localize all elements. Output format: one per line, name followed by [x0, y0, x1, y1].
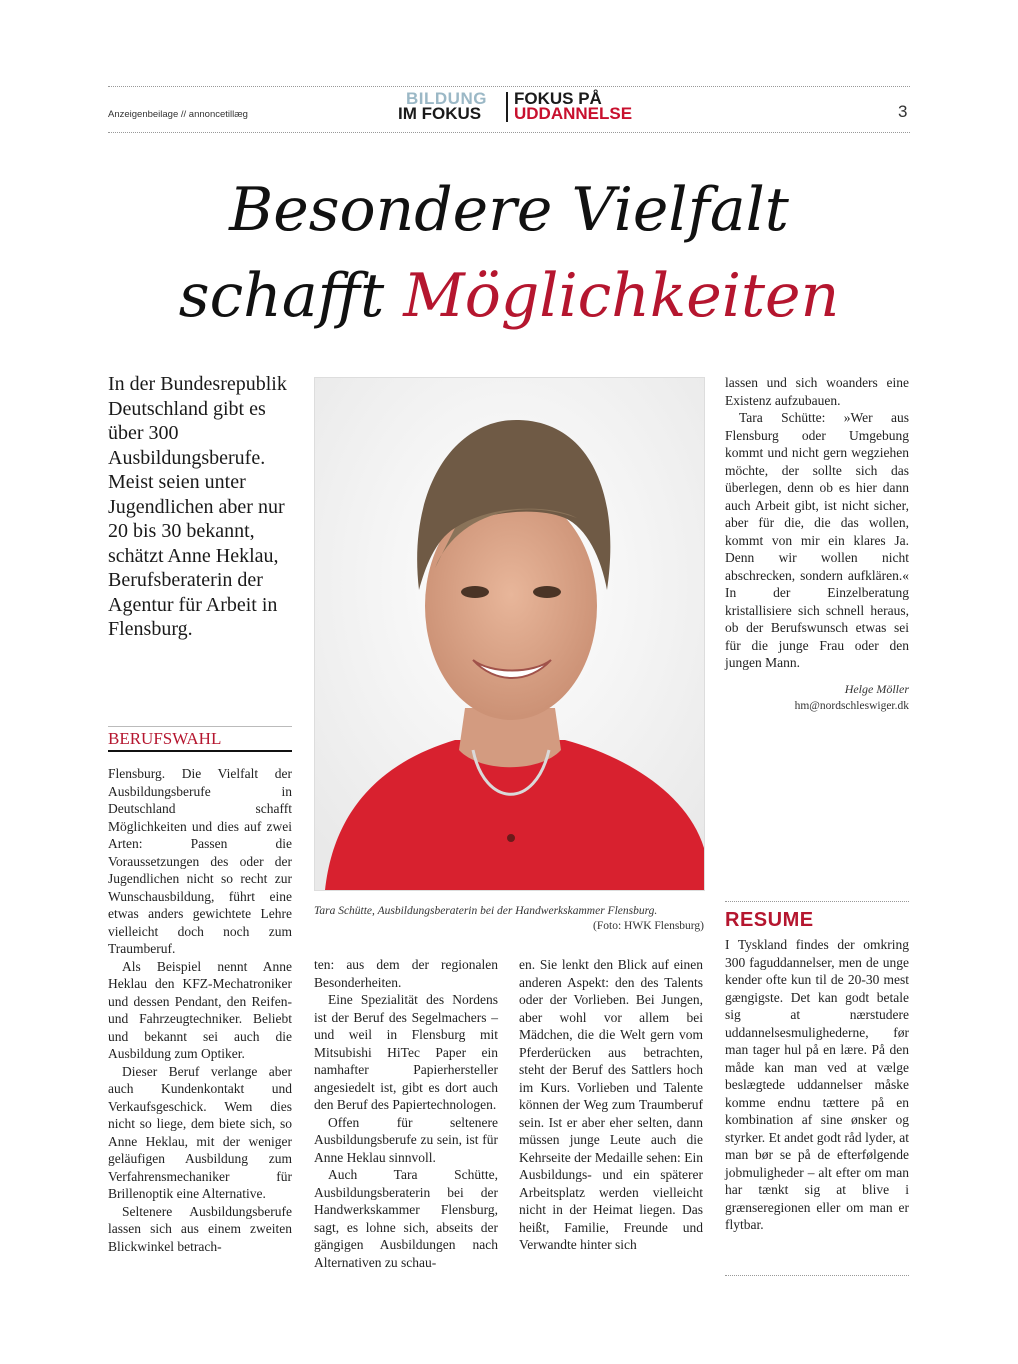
photo-caption: [314, 904, 704, 932]
headline-line-2-red: Möglichkeiten: [403, 261, 840, 331]
portrait-illustration: [315, 378, 704, 890]
caption-text: Tara Schütte, Ausbildungsberaterin bei der Handwerkskammer Flensburg.: [314, 905, 658, 917]
lead-paragraph: In der Bundesrepublik Deutschland gibt es über 300 Ausbildungsberufe. Meist seien unter Jugendlichen aber nur 20 bis 30 bekannt, schätzt Anne Heklau, Berufsberaterin der Agentur für Arbeit in Flensburg.: [108, 373, 287, 640]
paragraph: Dieser Beruf verlange aber auch Kundenkontakt und Verkaufsgeschick. Wem dies nicht so liege, dem biete sich, so Anne Heklau, mit der weniger geläufigen Ausbildung zum Verfahrensmechaniker für Brillenoptik eine Alternative.: [108, 1063, 292, 1201]
headline-line-2-black: schafft: [178, 261, 404, 331]
article-column-1: [108, 765, 292, 1255]
article-column-3: [519, 956, 703, 1254]
resume-bottom-rule: [725, 1275, 909, 1276]
resume-text: I Tyskland findes der omkring 300 faguddannelser, men de unge kender ofte kun til de 20-30 mest gængigste. Det kan godt betale sig at nærstudere uddannelsesmulighederne, før man tager hul på en lære. På den måde kan man ved at vælge beslægtede uddannelser måske komme endnu tættere på en kombination af sine ønsker og styrker. Et andet godt råd lyder, at man bør se på de efterfølgende jobmuligheder – alt efter om man har tænkt sig at blive i grænseregionen eller om man er flytbar.: [725, 937, 909, 1232]
top-rule: [108, 86, 910, 87]
paragraph: Tara Schütte: »Wer aus Flensburg oder Umgebung kommt und nicht gern wegziehen möchte, der sollte sich das überlegen, denn ob es hier dann auch Arbeit gibt, ist nicht sicher, aber für die, die das wollen, kommt von mir ein klares Ja. Denn wir wollen nicht abschrecken, sondern aufklären.« In der Einzelberatung kristallisiere sich schnell heraus, ob der Berufswunsch etwas sei für die junge Frau oder den jungen Mann.: [725, 410, 909, 670]
logo-text-fokus-pa: FOKUS PÅ: [514, 89, 602, 108]
headline-line-2: [0, 254, 1018, 338]
section-logo: [398, 90, 668, 124]
page-number: 3: [898, 102, 908, 121]
logo-divider: [506, 92, 508, 122]
article-column-2: [314, 956, 498, 1271]
paragraph: Offen für seltenere Ausbildungsberufe zu sein, ist für Anne Heklau sinnvoll.: [314, 1114, 498, 1165]
rubric-top-rule: [108, 726, 292, 727]
author-email: hm@nordschleswiger.dk: [794, 700, 909, 712]
author-signature: Helge Möller: [844, 682, 909, 696]
rubric-underline: [108, 750, 292, 752]
paragraph: lassen und sich woanders eine Existenz aufzubauen.: [725, 375, 909, 408]
rubric-label: BERUFSWAHL: [108, 729, 222, 748]
article-column-4: [725, 374, 909, 672]
headline-line-1: Besondere Vielfalt: [229, 175, 789, 245]
paragraph: Auch Tara Schütte, Ausbildungsberaterin bei der Handwerkskammer Flensburg, sagt, es lohne sich, abseits der gängigen Ausbildungen nach Alternativen zu schau-: [314, 1167, 498, 1270]
paragraph: Seltenere Ausbildungsberufe lassen sich aus einem zweiten Blickwinkel betrach-: [108, 1203, 292, 1254]
photo-credit: (Foto: HWK Flensburg): [593, 920, 704, 932]
header-rule: [108, 132, 910, 133]
supplement-label: Anzeigenbeilage // annoncetillæg: [108, 109, 248, 120]
resume-top-rule: [725, 901, 909, 902]
paragraph: Eine Spezialität des Nordens ist der Beruf des Segelmachers – und weil in Flensburg mit Mitsubishi HiTec Paper ein namhafter Papierhersteller angesiedelt ist, gibt es dort auch den Beruf des Papiertechnologen.: [314, 992, 498, 1112]
logo-text-bildung: BILDUNG: [406, 89, 487, 108]
paragraph: Flensburg. Die Vielfalt der Ausbildungsberufe in Deutschland schafft Möglichkeiten und dies auf zwei Arten: Passen die Voraussetzungen des oder der Jugendlichen nicht so recht zur Wunschausbildung, führt eine etwas anders gewichtete Lehre vielleicht doch noch zum Traumberuf.: [108, 766, 292, 956]
logo-text-uddannelse: UDDANNELSE: [514, 104, 633, 123]
logo-text-im-fokus: IM FOKUS: [398, 104, 482, 123]
resume-heading: RESUME: [725, 909, 814, 931]
portrait-photo: [314, 377, 705, 891]
paragraph: ten: aus dem der regionalen Besonderheiten.: [314, 957, 498, 990]
paragraph: Als Beispiel nennt Anne Heklau den KFZ-Mechatroniker und dessen Pendant, den Reifen- und Fahrzeugtechniker. Beliebt und bekannt sei auch die Ausbildung zum Optiker.: [108, 958, 292, 1061]
paragraph: en. Sie lenkt den Blick auf einen anderen Aspekt: den des Talents oder der Vorlieben. Bei Jungen, aber wohl vor allem bei Mädchen, die die Welt gern vom Pferderücken aus betrachten, steht der Beruf des Sattlers hoch im Kurs. Vorlieben und Talente können der Weg zum Traumberuf sein. Ist er aber eher selten, dann müssen junge Leute auch die Kehrseite der Medaille sehen: Ein Ausbildungs- und ein späterer Arbeitsplatz werden vielleicht nicht in der Heimat liegen. Das heißt, Familie, Freunde und Verwandte hinter sich: [519, 957, 703, 1252]
